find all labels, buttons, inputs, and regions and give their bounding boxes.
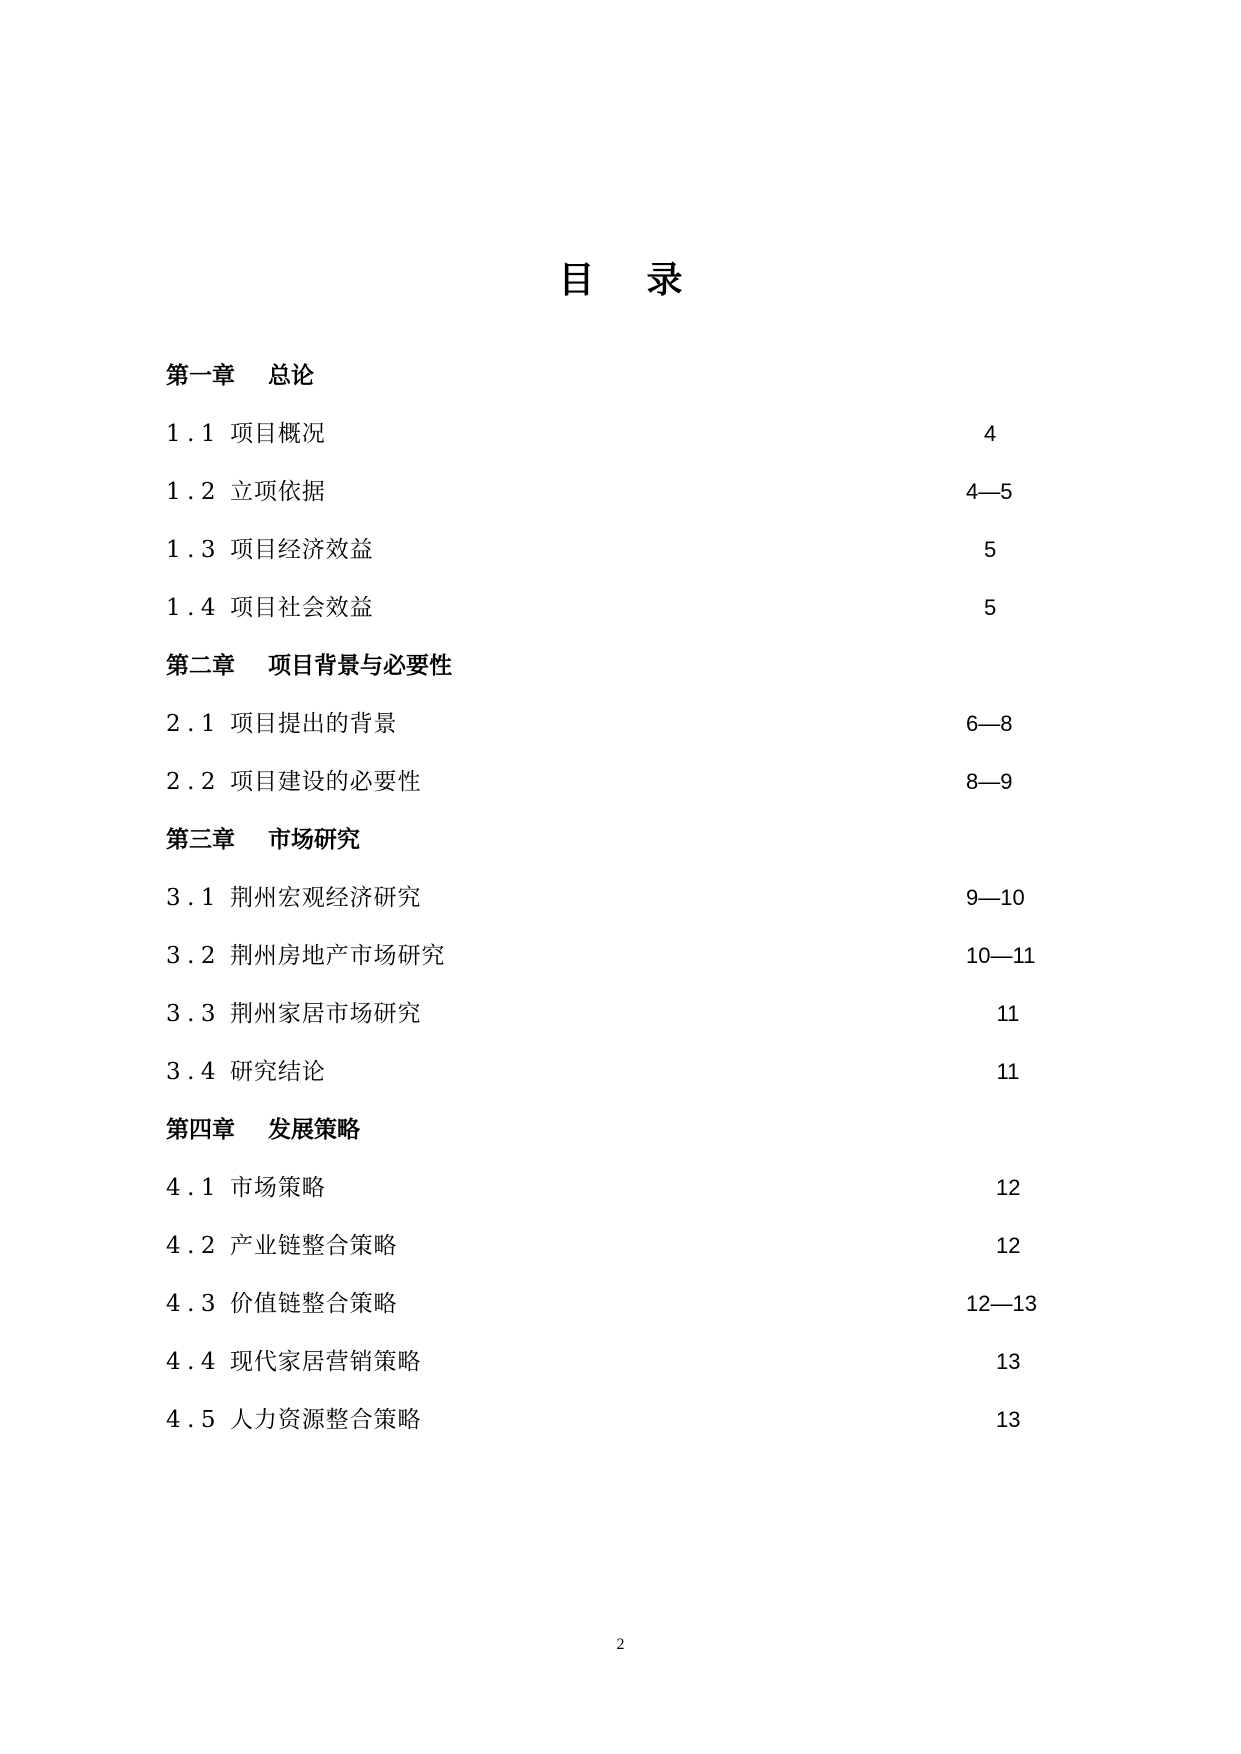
toc-entry[interactable] xyxy=(166,1346,1056,1378)
toc-page-number: 13 xyxy=(996,1407,1021,1432)
toc-section-title: 项目概况 xyxy=(230,421,326,447)
toc-entry[interactable] xyxy=(166,1230,1056,1262)
toc-chapter-number: 第三章 xyxy=(166,827,235,853)
toc-chapter-title: 总论 xyxy=(268,363,314,389)
toc-page-number: 9—10 xyxy=(966,885,1025,910)
toc-page-number: 12 xyxy=(996,1175,1021,1200)
toc-section-number: 4.3 xyxy=(166,1291,222,1317)
toc-entry[interactable] xyxy=(166,418,1056,450)
toc-page-number: 10—11 xyxy=(966,943,1036,968)
toc-section-number: 1.2 xyxy=(166,479,222,505)
toc-section-title: 项目经济效益 xyxy=(230,537,374,563)
toc-entry[interactable] xyxy=(166,1404,1056,1436)
toc-chapter-number: 第二章 xyxy=(166,653,235,679)
page-number: 2 xyxy=(616,1636,625,1653)
toc-section-number: 4.1 xyxy=(166,1175,222,1201)
toc-section-title: 荆州宏观经济研究 xyxy=(230,885,422,911)
toc-chapter-number: 第四章 xyxy=(166,1117,235,1143)
toc-chapter-number: 第一章 xyxy=(166,363,235,389)
toc-chapter-heading xyxy=(166,824,360,856)
toc-chapter-heading xyxy=(166,360,314,392)
toc-page-number: 8—9 xyxy=(966,769,1013,794)
toc-section-number: 1.3 xyxy=(166,537,222,563)
toc-page-number: 4—5 xyxy=(966,479,1013,504)
toc-chapter-title: 市场研究 xyxy=(268,827,360,853)
toc-chapter-title: 发展策略 xyxy=(268,1117,360,1143)
toc-page-number: 5 xyxy=(984,595,997,620)
toc-entry[interactable] xyxy=(166,1172,1056,1204)
toc-section-title: 价值链整合策略 xyxy=(230,1291,398,1317)
toc-entry[interactable] xyxy=(166,476,1056,508)
page-title: 目 录 xyxy=(558,260,703,301)
toc-section-number: 3.1 xyxy=(166,885,222,911)
toc-entry[interactable] xyxy=(166,708,1056,740)
toc-entry[interactable] xyxy=(166,592,1056,624)
toc-section-number: 3.2 xyxy=(166,943,222,969)
toc-chapter-heading xyxy=(166,650,452,682)
toc-page-number: 4 xyxy=(984,421,997,446)
toc-section-number: 4.5 xyxy=(166,1407,222,1433)
toc-section-number: 1.4 xyxy=(166,595,222,621)
toc-section-number: 3.3 xyxy=(166,1001,222,1027)
toc-chapter-title: 项目背景与必要性 xyxy=(268,653,452,679)
toc-entry[interactable] xyxy=(166,940,1056,972)
toc-section-title: 研究结论 xyxy=(230,1059,326,1085)
toc-chapter-heading xyxy=(166,1114,360,1146)
toc-entry[interactable] xyxy=(166,534,1056,566)
toc-section-title: 项目社会效益 xyxy=(230,595,374,621)
toc-page-number: 5 xyxy=(984,537,997,562)
toc-section-title: 市场策略 xyxy=(230,1175,326,1201)
toc-entry[interactable] xyxy=(166,766,1056,798)
toc-section-number: 1.1 xyxy=(166,421,222,447)
toc-page-number: 12 xyxy=(996,1233,1021,1258)
toc-section-number: 4.4 xyxy=(166,1349,222,1375)
toc-section-number: 3.4 xyxy=(166,1059,222,1085)
toc-entry[interactable] xyxy=(166,882,1056,914)
toc-page-number: 11 xyxy=(996,1059,1020,1084)
toc-page-number: 11 xyxy=(996,1001,1020,1026)
toc-section-title: 项目提出的背景 xyxy=(230,711,398,737)
toc-page-number: 13 xyxy=(996,1349,1021,1374)
toc-section-number: 2.1 xyxy=(166,711,222,737)
toc-section-title: 人力资源整合策略 xyxy=(230,1407,422,1433)
toc-section-title: 荆州房地产市场研究 xyxy=(230,943,446,969)
toc-section-title: 产业链整合策略 xyxy=(230,1233,398,1259)
toc-section-title: 现代家居营销策略 xyxy=(230,1349,422,1375)
toc-page-number: 12—13 xyxy=(966,1291,1037,1316)
toc-page-number: 6—8 xyxy=(966,711,1013,736)
toc-section-title: 荆州家居市场研究 xyxy=(230,1001,422,1027)
toc-section-number: 2.2 xyxy=(166,769,222,795)
toc-entry[interactable] xyxy=(166,998,1056,1030)
toc-entry[interactable] xyxy=(166,1056,1056,1088)
toc-entry[interactable] xyxy=(166,1288,1056,1320)
toc-section-title: 项目建设的必要性 xyxy=(230,769,422,795)
toc-section-number: 4.2 xyxy=(166,1233,222,1259)
toc-section-title: 立项依据 xyxy=(230,479,326,505)
